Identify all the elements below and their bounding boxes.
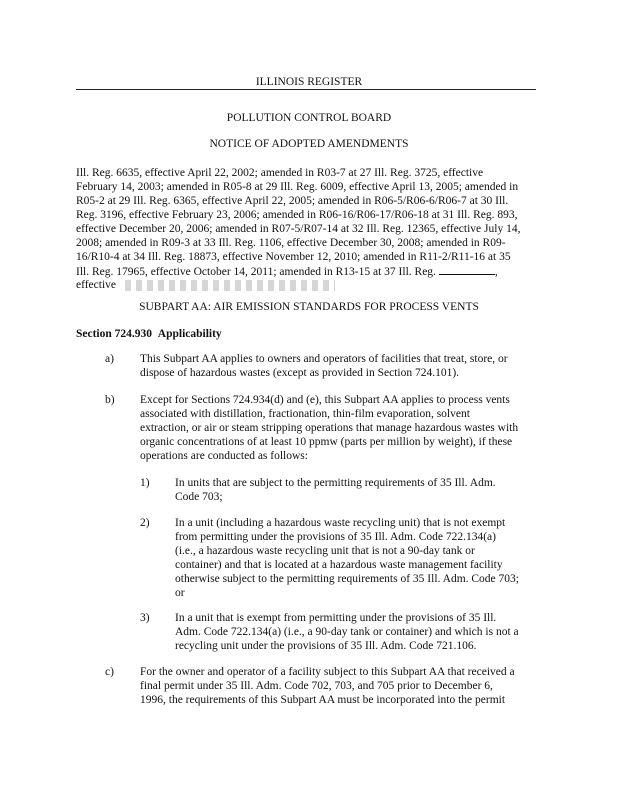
- blank-fill-line: [439, 264, 495, 275]
- item-a-line: dispose of hazardous wastes (except as provided in Section 724.101).: [140, 367, 460, 379]
- history-line: February 14, 2003; amended in R05-8 at 29 Ill. Reg. 6009, effective April 13, 2005; amended in: [76, 181, 519, 193]
- history-line: 2008; amended in R09-3 at 33 Ill. Reg. 1106, effective December 30, 2008; amended in R09-: [76, 237, 506, 249]
- item-a-label: a): [105, 353, 114, 365]
- item-b-label: b): [105, 394, 115, 406]
- history-line: Ill. Reg. 17965, effective October 14, 2011; amended in R13-15 at 37 Ill. Reg.: [76, 266, 436, 278]
- effective-line: [76, 278, 335, 293]
- item-b2-line: or: [175, 587, 185, 599]
- item-b1-line: Code 703;: [175, 491, 223, 503]
- item-b3-line: recycling unit under the provisions of 35 Ill. Adm. Code 721.106.: [175, 640, 477, 652]
- item-b2-line: from permitting under the provisions of 35 Ill. Adm. Code 722.134(a): [175, 531, 496, 543]
- history-line: Reg. 3196, effective February 23, 2006; amended in R06-16/R06-17/R06-18 at 31 Ill. Reg. 893,: [76, 209, 518, 221]
- subpart-title: SUBPART AA: AIR EMISSION STANDARDS FOR PROCESS VENTS: [139, 301, 479, 313]
- item-c-line: 1996, the requirements of this Subpart AA must be incorporated into the permit: [140, 694, 506, 706]
- item-b1-label: 1): [140, 477, 150, 489]
- section-title: Applicability: [157, 328, 222, 340]
- effective-label: effective: [76, 279, 117, 291]
- history-line: R05-2 at 29 Ill. Reg. 6365, effective April 22, 2005; amended in R06-5/R06-6/R06-7 at 30 Ill.: [76, 195, 509, 207]
- illegible-date: [125, 280, 335, 291]
- item-b-line: Except for Sections 724.934(d) and (e), this Subpart AA applies to process vents: [140, 394, 510, 406]
- register-title: ILLINOIS REGISTER: [255, 76, 363, 88]
- header-rule: [76, 89, 536, 90]
- item-c-line: final permit under 35 Ill. Adm. Code 702, 703, and 705 prior to December 6,: [140, 680, 493, 692]
- notice-title: NOTICE OF ADOPTED AMENDMENTS: [209, 138, 409, 150]
- history-line: effective December 20, 2006; amended in R07-5/R07-14 at 32 Ill. Reg. 12365, effective July 14,: [76, 223, 521, 235]
- section-number: Section 724.930: [76, 328, 153, 340]
- item-b2-label: 2): [140, 517, 150, 529]
- item-a-line: This Subpart AA applies to owners and operators of facilities that treat, store, or: [140, 353, 508, 365]
- item-b1-line: In units that are subject to the permitting requirements of 35 Ill. Adm.: [175, 477, 496, 489]
- board-title: POLLUTION CONTROL BOARD: [226, 112, 392, 124]
- item-b-line: operations are conducted as follows:: [140, 450, 308, 462]
- item-c-line: For the owner and operator of a facility subject to this Subpart AA that received a: [140, 666, 515, 678]
- item-b-line: associated with distillation, fractionation, thin-film evaporation, solvent: [140, 408, 470, 420]
- item-b2-line: otherwise subject to the permitting requirements of 35 Ill. Adm. Code 703;: [175, 573, 519, 585]
- history-line: Ill. Reg. 6635, effective April 22, 2002; amended in R03-7 at 27 Ill. Reg. 3725, effective: [76, 167, 484, 179]
- item-b2-line: container) and that is located at a hazardous waste management facility: [175, 559, 503, 571]
- item-b2-line: In a unit (including a hazardous waste recycling unit) that is not exempt: [175, 517, 506, 529]
- item-c-label: c): [105, 666, 114, 678]
- item-b3-label: 3): [140, 612, 150, 624]
- item-b-line: extraction, or air or steam stripping operations that manage hazardous wastes with: [140, 422, 519, 434]
- item-b3-line: In a unit that is exempt from permitting under the provisions of 35 Ill.: [175, 612, 497, 624]
- section-heading: [76, 327, 222, 342]
- item-b-line: organic concentrations of at least 10 ppmw (parts per million by weight), if these: [140, 436, 513, 448]
- item-b2-line: (i.e., a hazardous waste recycling unit that is not a 90-day tank or: [175, 545, 475, 557]
- item-b3-line: Adm. Code 722.134(a) (i.e., a 90-day tank or container) and which is not a: [175, 626, 519, 638]
- history-line-end: ,: [494, 266, 498, 278]
- history-line: 16/R10-4 at 34 Ill. Reg. 18873, effective November 12, 2010; amended in R11-2/R11-16 at 35: [76, 251, 511, 263]
